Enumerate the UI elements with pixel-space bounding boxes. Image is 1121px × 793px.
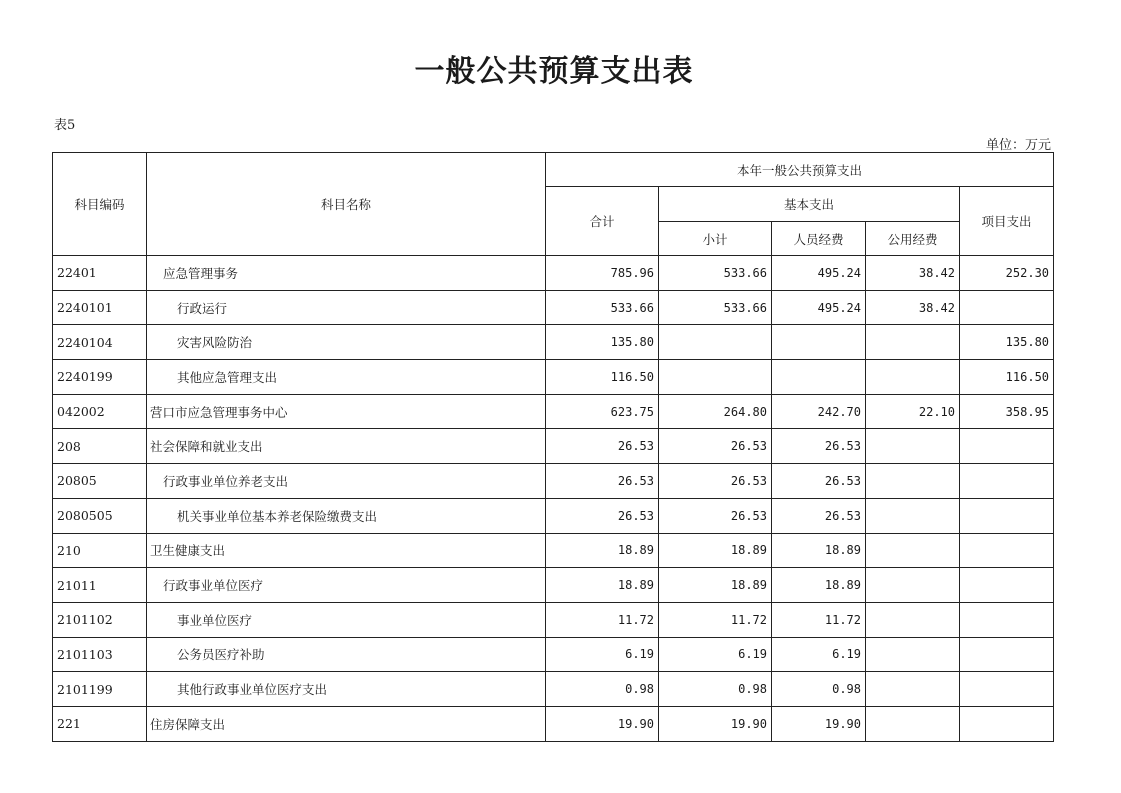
cell-subtotal: 0.98 [659,672,772,707]
cell-name: 事业单位医疗 [147,602,546,637]
cell-code: 2240101 [53,290,147,325]
cell-public [866,637,960,672]
cell-subtotal: 26.53 [659,429,772,464]
header-public: 公用经费 [866,222,960,256]
cell-total: 116.50 [546,360,659,395]
cell-total: 18.89 [546,568,659,603]
cell-personnel: 18.89 [772,568,866,603]
cell-code: 2101103 [53,637,147,672]
cell-project [960,672,1054,707]
cell-personnel: 11.72 [772,602,866,637]
header-subtotal: 小计 [659,222,772,256]
header-basic: 基本支出 [659,187,960,222]
table-row [53,325,1054,360]
cell-project [960,290,1054,325]
cell-public [866,360,960,395]
header-name: 科目名称 [147,153,546,256]
cell-subtotal [659,325,772,360]
cell-project [960,602,1054,637]
cell-project: 358.95 [960,394,1054,429]
cell-code: 2101102 [53,602,147,637]
cell-subtotal: 18.89 [659,533,772,568]
budget-table [52,152,1054,742]
cell-name: 应急管理事务 [147,256,546,291]
cell-personnel: 0.98 [772,672,866,707]
table-number: 表5 [54,118,76,133]
cell-total: 785.96 [546,256,659,291]
cell-personnel: 26.53 [772,464,866,499]
table-row [53,672,1054,707]
cell-project: 135.80 [960,325,1054,360]
table-row [53,568,1054,603]
cell-project: 116.50 [960,360,1054,395]
cell-personnel: 18.89 [772,533,866,568]
cell-personnel: 242.70 [772,394,866,429]
cell-total: 0.98 [546,672,659,707]
cell-name: 灾害风险防治 [147,325,546,360]
cell-public: 38.42 [866,256,960,291]
cell-code: 2101199 [53,672,147,707]
table-row [53,429,1054,464]
table-row [53,533,1054,568]
table-row [53,360,1054,395]
page-title: 一般公共预算支出表 [414,54,694,89]
cell-code: 22401 [53,256,147,291]
cell-code: 042002 [53,394,147,429]
cell-personnel: 26.53 [772,498,866,533]
cell-subtotal: 533.66 [659,256,772,291]
header-total: 合计 [546,187,659,256]
table-body [53,256,1054,742]
cell-subtotal: 26.53 [659,498,772,533]
cell-total: 19.90 [546,706,659,741]
cell-total: 6.19 [546,637,659,672]
table-row [53,256,1054,291]
cell-name: 住房保障支出 [147,706,546,741]
cell-public [866,706,960,741]
cell-subtotal: 19.90 [659,706,772,741]
cell-project [960,568,1054,603]
cell-public [866,568,960,603]
cell-personnel: 495.24 [772,256,866,291]
cell-project [960,429,1054,464]
cell-total: 26.53 [546,464,659,499]
cell-name: 行政运行 [147,290,546,325]
cell-code: 208 [53,429,147,464]
cell-total: 11.72 [546,602,659,637]
cell-personnel [772,325,866,360]
cell-subtotal: 26.53 [659,464,772,499]
cell-total: 533.66 [546,290,659,325]
header-group: 本年一般公共预算支出 [546,153,1054,187]
table-row [53,464,1054,499]
table-row [53,637,1054,672]
cell-project [960,637,1054,672]
cell-code: 21011 [53,568,147,603]
table-row [53,290,1054,325]
cell-subtotal [659,360,772,395]
cell-public [866,325,960,360]
cell-code: 2240104 [53,325,147,360]
cell-code: 20805 [53,464,147,499]
cell-code: 210 [53,533,147,568]
cell-subtotal: 6.19 [659,637,772,672]
cell-code: 221 [53,706,147,741]
cell-public: 38.42 [866,290,960,325]
cell-name: 公务员医疗补助 [147,637,546,672]
table-row [53,498,1054,533]
cell-total: 623.75 [546,394,659,429]
table-header [53,153,1054,256]
cell-public [866,602,960,637]
cell-project [960,706,1054,741]
cell-project [960,498,1054,533]
cell-public [866,498,960,533]
header-personnel: 人员经费 [772,222,866,256]
cell-public [866,533,960,568]
cell-total: 26.53 [546,498,659,533]
cell-personnel [772,360,866,395]
cell-project [960,533,1054,568]
header-project: 项目支出 [960,187,1054,256]
cell-subtotal: 11.72 [659,602,772,637]
cell-subtotal: 264.80 [659,394,772,429]
cell-public [866,464,960,499]
header-code: 科目编码 [53,153,147,256]
cell-name: 行政事业单位医疗 [147,568,546,603]
cell-code: 2240199 [53,360,147,395]
cell-name: 其他应急管理支出 [147,360,546,395]
cell-personnel: 26.53 [772,429,866,464]
cell-public [866,429,960,464]
cell-total: 26.53 [546,429,659,464]
cell-name: 卫生健康支出 [147,533,546,568]
cell-name: 行政事业单位养老支出 [147,464,546,499]
cell-subtotal: 18.89 [659,568,772,603]
cell-name: 机关事业单位基本养老保险缴费支出 [147,498,546,533]
cell-name: 其他行政事业单位医疗支出 [147,672,546,707]
cell-personnel: 495.24 [772,290,866,325]
cell-project [960,464,1054,499]
table-row [53,602,1054,637]
table-row [53,706,1054,741]
cell-public: 22.10 [866,394,960,429]
cell-code: 2080505 [53,498,147,533]
cell-public [866,672,960,707]
cell-total: 135.80 [546,325,659,360]
cell-project: 252.30 [960,256,1054,291]
unit-label: 单位：万元 [985,138,1051,153]
cell-personnel: 19.90 [772,706,866,741]
cell-total: 18.89 [546,533,659,568]
cell-personnel: 6.19 [772,637,866,672]
cell-name: 营口市应急管理事务中心 [147,394,546,429]
cell-subtotal: 533.66 [659,290,772,325]
cell-name: 社会保障和就业支出 [147,429,546,464]
table-row [53,394,1054,429]
